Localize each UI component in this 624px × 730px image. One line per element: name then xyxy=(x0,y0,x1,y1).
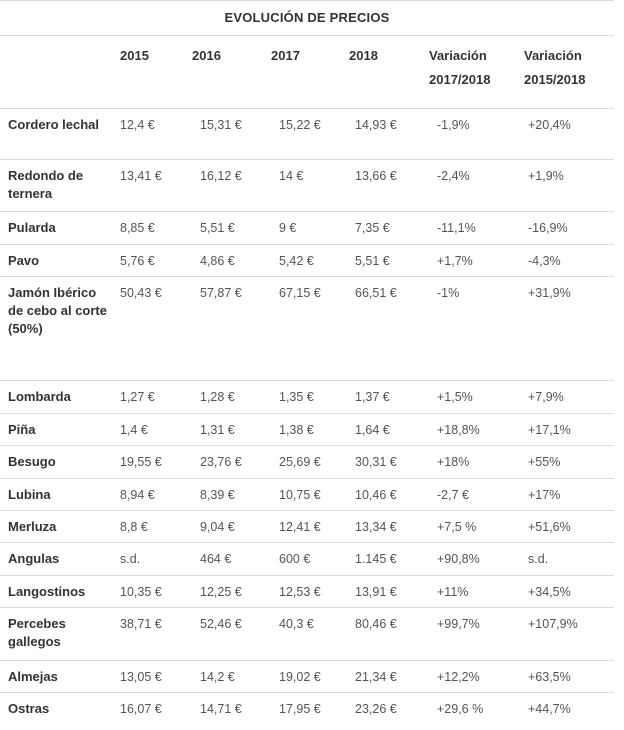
cell-2016: 1,28 € xyxy=(192,380,271,413)
cell-2015: 13,41 € xyxy=(110,159,192,211)
cell-2016: 23,76 € xyxy=(192,445,271,478)
cell-2017: 1,35 € xyxy=(271,380,349,413)
row-product: Piña xyxy=(0,413,110,445)
cell-2015: 50,43 € xyxy=(110,276,192,380)
cell-var-2015-2018: +7,9% xyxy=(524,380,614,413)
cell-2015: 13,05 € xyxy=(110,660,192,692)
table-row xyxy=(0,211,614,244)
table-row xyxy=(0,159,614,211)
row-product: Cordero lechal xyxy=(0,108,110,159)
cell-2015: 38,71 € xyxy=(110,607,192,660)
cell-2015: 8,94 € xyxy=(110,478,192,510)
cell-var-2015-2018: -4,3% xyxy=(524,244,614,276)
header-variation-2017-2018: Variación 2017/2018 xyxy=(429,36,524,108)
cell-2015: s.d. xyxy=(110,542,192,575)
cell-2016: 464 € xyxy=(192,542,271,575)
cell-2015: 8,85 € xyxy=(110,211,192,244)
cell-var-2017-2018: +11% xyxy=(429,575,524,607)
cell-2018: 21,34 € xyxy=(349,660,429,692)
table-row xyxy=(0,660,614,692)
cell-2017: 17,95 € xyxy=(279,701,321,716)
header-row xyxy=(0,36,614,108)
cell-var-2017-2018: +1,7% xyxy=(429,244,524,276)
cell-var-2017-2018: -1% xyxy=(429,276,524,380)
cell-2017: 600 € xyxy=(271,542,349,575)
row-product: Percebes gallegos xyxy=(0,607,110,660)
cell-2017: 25,69 € xyxy=(271,445,349,478)
cell-2017: 15,22 € xyxy=(271,108,349,159)
table-row xyxy=(0,445,614,478)
cell-var-2017-2018: +99,7% xyxy=(429,607,524,660)
cell-2015: 5,76 € xyxy=(110,244,192,276)
cell-var-2015-2018: +107,9% xyxy=(524,607,614,660)
cell-2015: 19,55 € xyxy=(110,445,192,478)
cell-2015: 1,27 € xyxy=(110,380,192,413)
cell-2018: 13,91 € xyxy=(349,575,429,607)
row-product: Langostinos xyxy=(0,575,110,607)
header-2018: 2018 xyxy=(349,36,429,108)
cell-2016: 8,39 € xyxy=(192,478,271,510)
cell-var-2017-2018: +18,8% xyxy=(429,413,524,445)
cell-2016: 16,12 € xyxy=(192,159,271,211)
cell-var-2015-2018: +34,5% xyxy=(524,575,614,607)
row-product: Redondo de ternera xyxy=(0,159,110,211)
cell-var-2017-2018: +18% xyxy=(429,445,524,478)
header-2015: 2015 xyxy=(110,36,192,108)
table-row xyxy=(0,692,614,722)
cell-2016: 57,87 € xyxy=(192,276,271,380)
row-product: Lubina xyxy=(0,478,110,510)
cell-2015: 16,07 € xyxy=(120,701,162,716)
table-row xyxy=(0,413,614,445)
cell-var-2015-2018: +1,9% xyxy=(524,159,614,211)
cell-var-2015-2018: +20,4% xyxy=(524,108,614,159)
cell-2015: 12,4 € xyxy=(110,108,192,159)
cell-2018: 1,37 € xyxy=(349,380,429,413)
cell-2016: 15,31 € xyxy=(192,108,271,159)
cell-2018: 14,93 € xyxy=(349,108,429,159)
table-row xyxy=(0,607,614,660)
cell-var-2017-2018: +29,6 % xyxy=(437,701,484,716)
cell-2018: 13,34 € xyxy=(349,510,429,542)
row-product: Jamón Ibérico de cebo al corte (50%) xyxy=(0,276,110,380)
cell-2018: 30,31 € xyxy=(349,445,429,478)
cell-var-2017-2018: -11,1% xyxy=(429,211,524,244)
cell-2018: 1.145 € xyxy=(349,542,429,575)
cell-2015: 8,8 € xyxy=(110,510,192,542)
cell-2017: 14 € xyxy=(271,159,349,211)
table-row xyxy=(0,542,614,575)
cell-2016: 14,71 € xyxy=(200,701,242,716)
header-2017: 2017 xyxy=(271,36,349,108)
cell-var-2015-2018: +17% xyxy=(524,478,614,510)
cell-2016: 9,04 € xyxy=(192,510,271,542)
cell-2016: 14,2 € xyxy=(192,660,271,692)
cell-2018: 66,51 € xyxy=(349,276,429,380)
cell-var-2015-2018: s.d. xyxy=(524,542,614,575)
cell-var-2017-2018: +1,5% xyxy=(429,380,524,413)
cell-2017: 67,15 € xyxy=(271,276,349,380)
row-product: Pularda xyxy=(0,211,110,244)
cell-var-2017-2018: +90,8% xyxy=(429,542,524,575)
cell-2018: 23,26 € xyxy=(355,701,397,716)
cell-var-2015-2018: +17,1% xyxy=(524,413,614,445)
header-product xyxy=(0,36,110,108)
cell-2018: 10,46 € xyxy=(349,478,429,510)
cell-2018: 13,66 € xyxy=(349,159,429,211)
table-row xyxy=(0,244,614,276)
cell-var-2015-2018: -16,9% xyxy=(524,211,614,244)
cell-2017: 9 € xyxy=(271,211,349,244)
row-product: Besugo xyxy=(0,445,110,478)
cell-var-2015-2018: +51,6% xyxy=(524,510,614,542)
table-row xyxy=(0,575,614,607)
row-product: Pavo xyxy=(0,244,110,276)
cell-2017: 12,41 € xyxy=(271,510,349,542)
cell-2017: 40,3 € xyxy=(271,607,349,660)
cell-2018: 5,51 € xyxy=(349,244,429,276)
row-product: Ostras xyxy=(8,700,50,716)
table-title: EVOLUCIÓN DE PRECIOS xyxy=(0,0,614,36)
cell-2015: 10,35 € xyxy=(110,575,192,607)
row-product: Merluza xyxy=(0,510,110,542)
cell-2017: 5,42 € xyxy=(271,244,349,276)
header-2016: 2016 xyxy=(192,36,271,108)
cell-2017: 1,38 € xyxy=(271,413,349,445)
cell-2017: 10,75 € xyxy=(271,478,349,510)
cell-2017: 19,02 € xyxy=(271,660,349,692)
cell-var-2017-2018: -2,4% xyxy=(429,159,524,211)
cell-var-2017-2018: -2,7 € xyxy=(429,478,524,510)
cell-2016: 1,31 € xyxy=(192,413,271,445)
table-row xyxy=(0,380,614,413)
cell-2016: 5,51 € xyxy=(192,211,271,244)
cell-2016: 4,86 € xyxy=(192,244,271,276)
table-row xyxy=(0,108,614,159)
cell-2015: 1,4 € xyxy=(110,413,192,445)
row-product: Angulas xyxy=(0,542,110,575)
cell-2018: 1,64 € xyxy=(349,413,429,445)
table-row xyxy=(0,478,614,510)
row-product: Almejas xyxy=(0,660,110,692)
header-variation-2015-2018: Variación 2015/2018 xyxy=(524,36,614,108)
cell-var-2015-2018: +63,5% xyxy=(524,660,614,692)
cell-2018: 80,46 € xyxy=(349,607,429,660)
table-row xyxy=(0,276,614,380)
cell-var-2015-2018: +55% xyxy=(524,445,614,478)
cell-2018: 7,35 € xyxy=(349,211,429,244)
cell-var-2017-2018: +7,5 % xyxy=(429,510,524,542)
cell-var-2017-2018: +12,2% xyxy=(429,660,524,692)
cell-var-2017-2018: -1,9% xyxy=(429,108,524,159)
price-table xyxy=(0,36,614,722)
cell-var-2015-2018: +31,9% xyxy=(524,276,614,380)
cell-2016: 52,46 € xyxy=(192,607,271,660)
cell-2017: 12,53 € xyxy=(271,575,349,607)
row-product: Lombarda xyxy=(0,380,110,413)
cell-var-2015-2018: +44,7% xyxy=(528,701,571,716)
table-row xyxy=(0,510,614,542)
cell-2016: 12,25 € xyxy=(192,575,271,607)
